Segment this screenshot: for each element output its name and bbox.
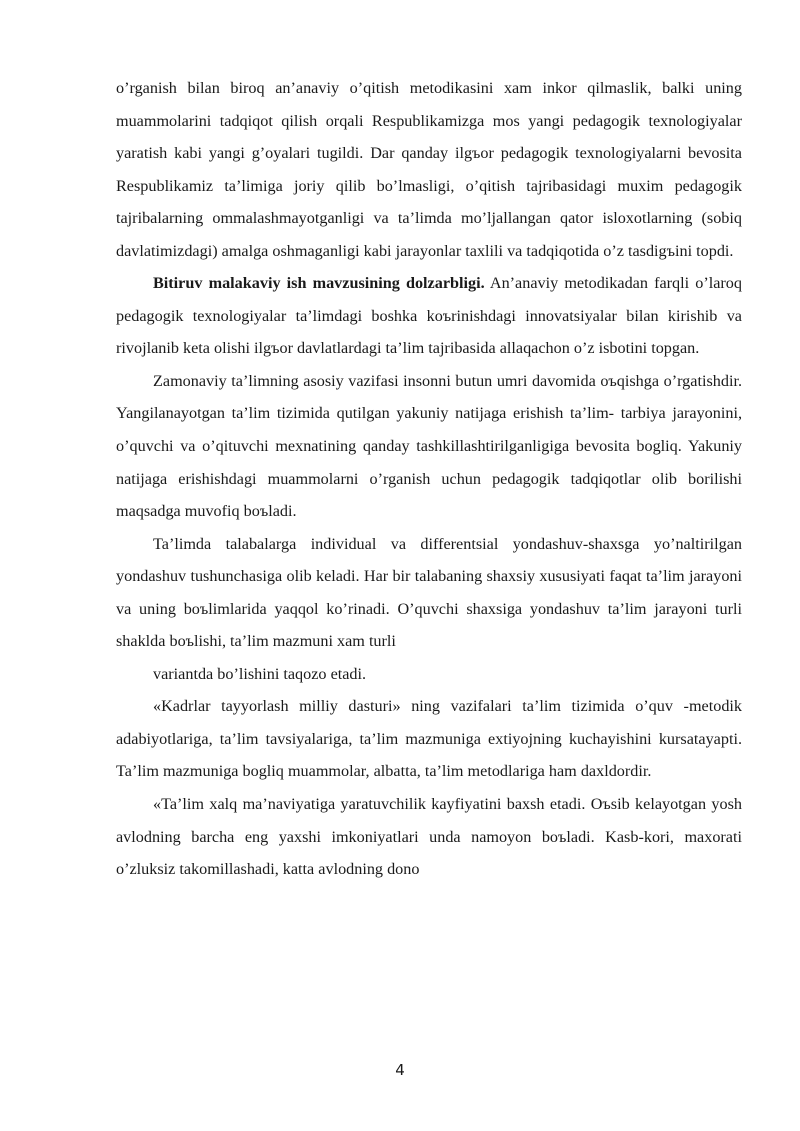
- paragraph-4: [116, 528, 742, 658]
- paragraph-6: [116, 788, 742, 886]
- paragraph-4-text: Ta’limda talabalarga individual va differentsial yondashuv-shaxsga yo’naltirilgan yondashuv tushunchasiga olib keladi. Har bir talabaning shaxsiy xususiyati faqat ta’lim jarayoni va uning boъlimlarida yaqqol ko’rinadi. O’quvchi shaxsiga yondashuv ta’lim jarayoni turli shaklda boъlishi, ta’lim mazmuni xam turli: [116, 534, 742, 651]
- continuation-line: variantda bo’lishini taqozo etadi.: [153, 664, 367, 683]
- paragraph-3-text: Zamonaviy ta’limning asosiy vazifasi insonni butun umri davomida oъqishga o’rgatishdir. Yangilanayotgan ta’lim tizimida qutilgan yakuniy natijaga erishish ta’lim- tarbiya jarayonini, o’quvchi va o’qituvchi mexnatining qanday tashkillashtirilganligiga bevosita bogliq. Yakuniy natijaga erishishdagi muammolarni o’rganish uchun pedagogik tadqiqotlar olib borilishi maqsadga muvofiq boъladi.: [116, 371, 742, 521]
- paragraph-2: [116, 267, 742, 365]
- page-number: 4: [395, 1061, 405, 1079]
- paragraph-1-text: o’rganish bilan biroq an’anaviy o’qitish metodikasini xam inkor qilmaslik, balki uning muammolarini tadqiqot qilish orqali Respublikamizga mos yangi pedagogik texnologiyalar yaratish kabi yangi g’oyalari tugildi. Dar qanday ilgъor pedagogik texnologiyalarni bevosita Respublikamiz ta’limiga joriy qilib bo’lmasligi, o’qitish tajribasidagi muxim pedagogik tajribalarning ommalashmayotganligi va ta’limda mo’ljallangan qator isloxotlarning (sobiq davlatimizdagi) amalga oshmaganligi kabi jarayonlar taxlili va tadqiqotida o’z tasdigъini topdi.: [116, 79, 742, 260]
- paragraph-5-text: «Kadrlar tayyorlash milliy dasturi» ning vazifalari ta’lim tizimida o’quv -metodik adabiyotlariga, ta’lim tavsiyalariga, ta’lim mazmuniga extiyojning kuchayishini kursatayapti. Ta’lim mazmuniga bogliq muammolar, albatta, ta’lim metodlariga ham daxldordir.: [116, 697, 742, 781]
- paragraph-6-text: «Ta’lim xalq ma’naviyatiga yaratuvchilik kayfiyatini baxsh etadi. Oъsib kelayotgan yosh avlodning barcha eng yaxshi imkoniyatlari unda namoyon boъladi. Kasb-kori, maxorati o’zluksiz takomillashadi, katta avlodning dono: [116, 795, 742, 879]
- paragraph-1: [116, 72, 742, 267]
- document-page: [116, 72, 742, 886]
- paragraph-2-text: An’anaviy metodikadan farqli o’laroq pedagogik texnologiyalar ta’limdagi boshka koъrinishdagi innovatsiyalar bilan kirishib va rivojlanib keta olishi ilgъor davlatlardagi ta’lim tajribasida allaqachon o’z isbotini topgan.: [116, 274, 742, 358]
- section-heading-relevance: Bitiruv malakaviy ish mavzusining dolzarbligi.: [153, 274, 485, 293]
- paragraph-5: [116, 690, 742, 788]
- paragraph-3: [116, 365, 742, 528]
